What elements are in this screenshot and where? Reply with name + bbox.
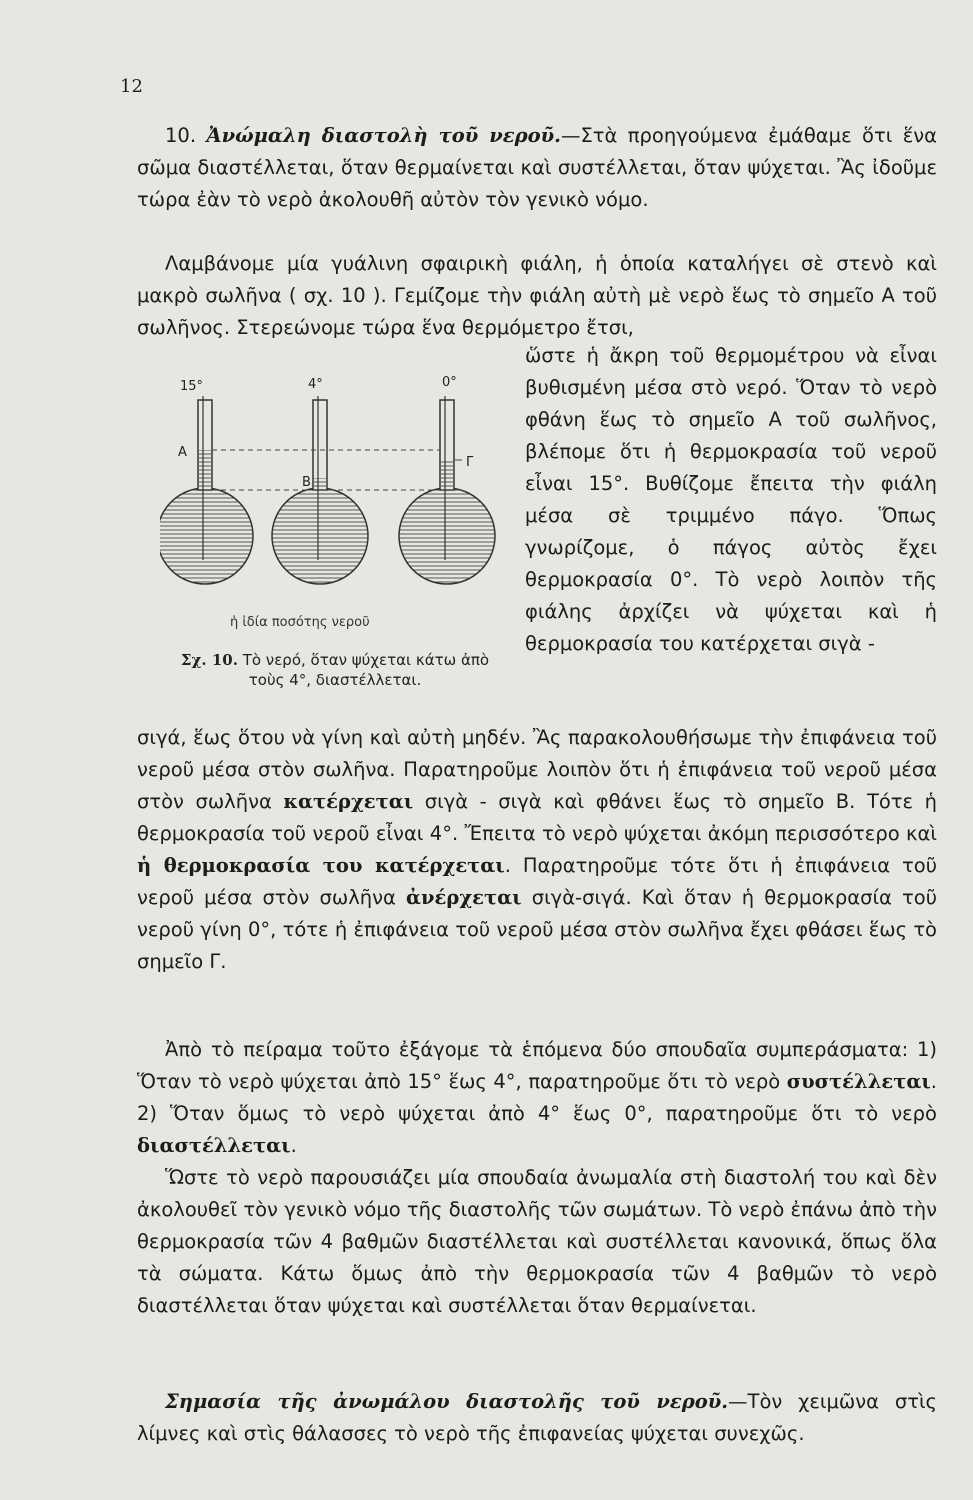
- section-intro: [137, 120, 937, 216]
- p3-bold-3: ἀνέρχεται: [405, 886, 522, 909]
- p4-bold-1: συστέλλεται: [786, 1070, 931, 1093]
- point-label-a: Α: [178, 445, 187, 460]
- section-number: 10.: [165, 124, 197, 147]
- paragraph-3: [137, 722, 937, 978]
- section-title: Ἀνώμαλη διαστολὴ τοῦ νεροῦ.: [206, 124, 561, 147]
- p4-text-1: Ἀπὸ τὸ πείραμα τοῦτο ἐξάγομε τὰ ἑπόμενα δύο σπουδαῖα συμπεράσματα: 1) Ὅταν τὸ νερὸ ψύχεται ἀπὸ 15° ἕως 4°, παρατηροῦμε ὅτι τὸ νερὸ: [137, 1038, 937, 1093]
- paragraph-4: [137, 1034, 937, 1162]
- p4-text-3: .: [290, 1134, 297, 1157]
- p3-text-1: σιγά, ἕως ὅτου νὰ γίνη καὶ αὐτὴ μηδέν. Ἂς παρακολουθήσωμε τὴν ἐπιφάνεια τοῦ νεροῦ μέσα στὸν σωλῆνα. Παρατηροῦμε λοιπὸν ὅτι ἡ ἐπιφάνεια τοῦ νεροῦ μέσα στὸν σωλῆνα: [137, 726, 937, 813]
- p6-title: Σημασία τῆς ἀνωμάλου διαστολῆς τοῦ νεροῦ.: [165, 1390, 729, 1413]
- point-label-g: Γ: [466, 455, 474, 470]
- figure-note: ἡ ἰδία ποσότης νεροῦ: [230, 615, 370, 630]
- p4-bold-2: διαστέλλεται: [137, 1134, 291, 1157]
- p3-bold-1: κατέρχεται: [283, 790, 414, 813]
- paragraph-6: [137, 1386, 937, 1450]
- paragraph-2: Λαμβάνομε μία γυάλινη σφαιρικὴ φιάλη, ἡ ὁποία καταλήγει σὲ στενὸ καὶ μακρὸ σωλῆνα ( σχ. 10 ). Γεμίζομε τὴν φιάλη αὐτὴ μὲ νερὸ ἕως τὸ σημεῖο Α τοῦ σωλῆνος. Στερεώνομε τώρα ἕνα θερμόμετρο ἔτσι,: [137, 252, 937, 339]
- section-intro-text: —Στὰ προηγούμενα ἐμάθαμε ὅτι ἕνα σῶμα διαστέλλεται, ὅταν θερμαίνεται καὶ συστέλλεται, ὅταν ψύχεται. Ἂς ἰδοῦμε τώρα ἐὰν τὸ νερὸ ἀκολουθῆ αὐτὸν τὸν γενικὸ νόμο.: [137, 124, 938, 211]
- caption-text: Τὸ νερό, ὅταν ψύχεται κάτω ἀπὸ τοὺς 4°, διαστέλλεται.: [242, 651, 490, 689]
- p3-text-3: . Παρατηροῦμε τότε ὅτι ἡ ἐπιφάνεια τοῦ νεροῦ μέσα στὸν σωλῆνα: [137, 854, 937, 909]
- p3-text-4: σιγὰ-σιγά. Καὶ ὅταν ἡ θερμοκρασία τοῦ νεροῦ γίνη 0°, τότε ἡ ἐπιφάνεια τοῦ νεροῦ μέσα στὸν σωλῆνα ἔχει φθάσει ἕως τὸ σημεῖο Γ.: [137, 886, 937, 973]
- point-label-b: Β: [302, 475, 311, 490]
- page-number: 12: [120, 76, 143, 97]
- temp-label-4: 4°: [308, 377, 323, 392]
- p3-bold-2: ἡ θερμοκρασία του κατέρχεται: [137, 854, 505, 877]
- p3-text-2: σιγὰ - σιγὰ καὶ φθάνει ἕως τὸ σημεῖο Β. Τότε ἡ θερμοκρασία τοῦ νεροῦ εἶναι 4°. Ἔπειτα τὸ νερὸ ψύχεται ἀκόμη περισσότερο καὶ: [137, 790, 937, 845]
- temp-label-15: 15°: [180, 379, 204, 394]
- p6-text: —Τὸν χειμῶνα στὶς λίμνες καὶ στὶς θάλασσες τὸ νερὸ τῆς ἐπιφανείας ψύχεται συνεχῶς.: [137, 1390, 937, 1445]
- p4-text-2: . 2) Ὅταν ὅμως τὸ νερὸ ψύχεται ἀπὸ 4° ἕως 0°, παρατηροῦμε ὅτι τὸ νερὸ: [137, 1070, 937, 1125]
- figure-10: [160, 360, 500, 700]
- caption-number: Σχ. 10.: [180, 651, 238, 669]
- wrap-text: ὥστε ἡ ἄκρη τοῦ θερμομέτρου νὰ εἶναι βυθισμένη μέσα στὸ νερό. Ὅταν τὸ νερὸ φθάνη ἕως τὸ σημεῖο Α τοῦ σωλῆνος, βλέπομε ὅτι ἡ θερμοκρασία τοῦ νεροῦ εἶναι 15°. Βυθίζομε ἔπειτα τὴν φιάλη μέσα σὲ τριμμένο πάγο. Ὅπως γνωρίζομε, ὁ πάγος αὐτὸς ἔχει θερμοκρασία 0°. Τὸ νερὸ λοιπὸν τῆς φιάλης ἀρχίζει νὰ ψύχεται καὶ ἡ θερμοκρασία του κατέρχεται σιγὰ -: [525, 344, 937, 655]
- temp-label-0: 0°: [442, 375, 457, 390]
- flask-diagram: [160, 360, 500, 620]
- figure-caption: [165, 650, 505, 690]
- paragraph-5: Ὥστε τὸ νερὸ παρουσιάζει μία σπουδαία ἀνωμαλία στὴ διαστολή του καὶ δὲν ἀκολουθεῖ τὸν γενικὸ νόμο τῆς διαστολῆς τῶν σωμάτων. Τὸ νερὸ ἐπάνω ἀπὸ τὴν θερμοκρασία τῶν 4 βαθμῶν διαστέλλεται καὶ συστέλλεται κανονικά, ὅπως ὅλα τὰ σώματα. Κάτω ὅμως ἀπὸ τὴν θερμοκρασία τῶν 4 βαθμῶν τὸ νερὸ διαστέλλεται ὅταν ψύχεται καὶ συστέλλεται ὅταν θερμαίνεται.: [137, 1166, 937, 1317]
